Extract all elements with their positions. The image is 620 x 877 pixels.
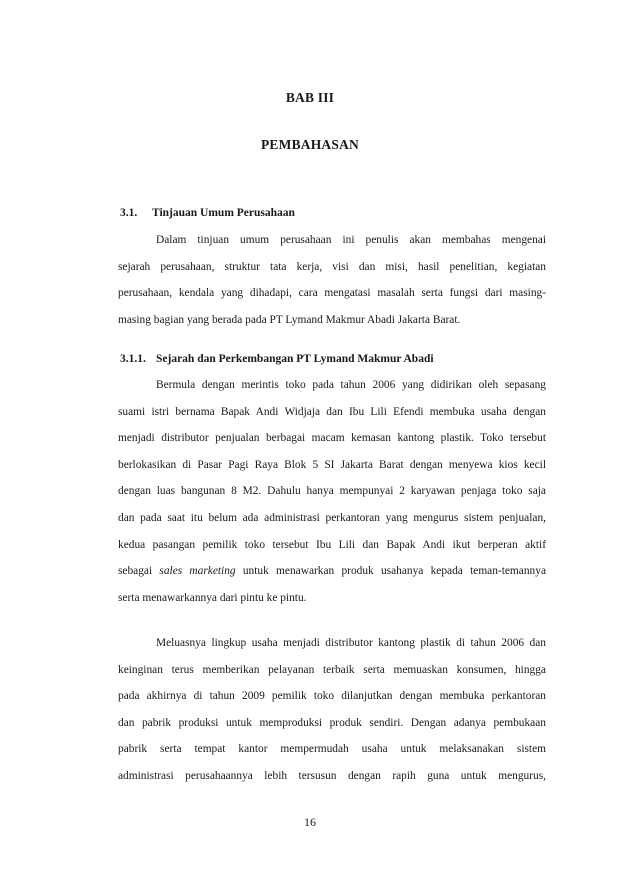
section-3-1-1-paragraph-1 — [118, 372, 546, 611]
text-run: sebagai — [118, 565, 160, 578]
chapter-title: PEMBAHASAN — [260, 137, 359, 152]
paragraph-line — [118, 558, 546, 585]
section-3-1-1-paragraph-2 — [118, 630, 546, 790]
paragraph-line: sejarah perusahaan, struktur tata kerja, visi dan misi, hasil penelitian, kegiatan — [118, 260, 546, 273]
paragraph-line: dengan luas bangunan 8 M2. Dahulu hanya mempunyai 2 karyawan penjaga toko saja — [118, 485, 546, 498]
text-run: untuk menawarkan produk usahanya kepada teman-temannya — [235, 565, 546, 578]
paragraph-line: Dalam tinjuan umum perusahaan ini penulis akan membahas mengenai — [156, 234, 546, 246]
paragraph-line: pada akhirnya di tahun 2009 pemilik toko dilanjutkan dengan membuka perkantoran — [118, 690, 546, 703]
paragraph-line: Meluasnya lingkup usaha menjadi distributor kantong plastik di tahun 2006 dan — [156, 637, 546, 649]
paragraph-line: Bermula dengan merintis toko pada tahun 2006 yang didirikan oleh sepasang — [156, 379, 546, 391]
paragraph-line: dan pada saat itu belum ada administrasi perkantoran yang mengurus sistem penjualan, — [118, 511, 546, 524]
paragraph-line: administrasi perusahaannya lebih tersusun dengan rapih guna untuk mengurus, — [118, 769, 546, 782]
paragraph-line: perusahaan, kendala yang dihadapi, cara mengatasi masalah serta fungsi dari masing- — [118, 287, 546, 300]
italic-term: sales marketing — [159, 565, 236, 578]
section-3-1-paragraph — [118, 227, 546, 333]
page-number: 16 — [304, 815, 316, 829]
paragraph-line: kedua pasangan pemilik toko tersebut Ibu Lili dan Bapak Andi ikut berperan aktif — [118, 538, 546, 551]
section-heading-3-1-1 — [120, 353, 434, 365]
paragraph-line: suami istri bernama Bapak Andi Widjaja dan Ibu Lili Efendi membuka usaha dengan — [118, 405, 546, 418]
section-number: 3.1.1. — [120, 353, 146, 365]
section-title: Tinjauan Umum Perusahaan — [152, 207, 295, 219]
paragraph-line: menjadi distributor penjualan berbagai macam kemasan kantong plastik. Toko tersebut — [118, 432, 546, 445]
chapter-number: BAB III — [285, 90, 335, 105]
section-title: Sejarah dan Perkembangan PT Lymand Makmur Abadi — [156, 353, 434, 365]
paragraph-line: masing bagian yang berada pada PT Lymand Makmur Abadi Jakarta Barat. — [118, 313, 461, 326]
paragraph-line: pabrik serta tempat kantor mempermudah usaha untuk melaksanakan sistem — [118, 743, 546, 756]
section-heading-3-1 — [120, 207, 295, 219]
section-number: 3.1. — [120, 207, 138, 219]
paragraph-line: serta menawarkannya dari pintu ke pintu. — [118, 591, 307, 604]
paragraph-line: keinginan terus memberikan pelayanan terbaik serta memuaskan konsumen, hingga — [118, 663, 546, 676]
paragraph-line: dan pabrik produksi untuk memproduksi produk sendiri. Dengan adanya pembukaan — [118, 716, 546, 729]
paragraph-line: berlokasikan di Pasar Pagi Raya Blok 5 SI Jakarta Barat dengan menyewa kios kecil — [118, 458, 546, 471]
